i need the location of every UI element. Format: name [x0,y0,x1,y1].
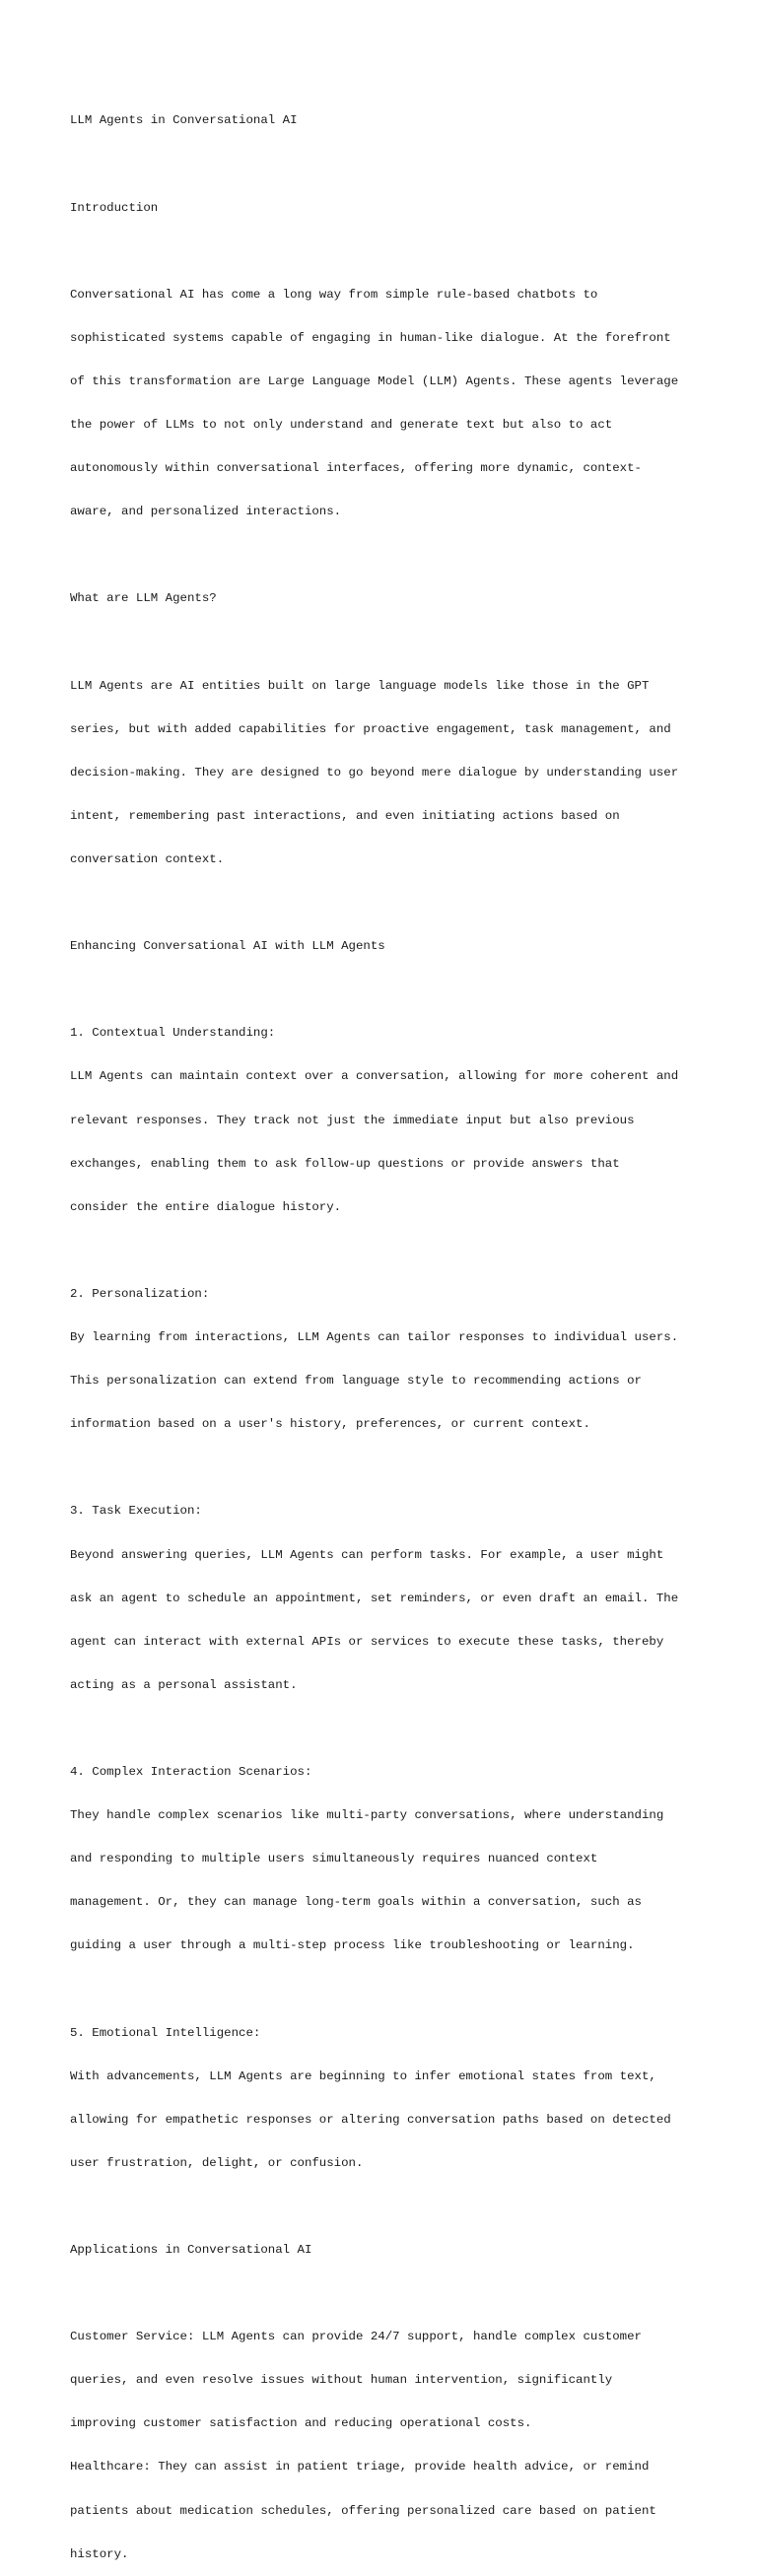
text-line: relevant responses. They track not just the immediate input but also previous [70,1113,635,1127]
text-line: decision-making. They are designed to go beyond mere dialogue by understanding user [70,765,679,780]
text-line: LLM Agents are AI entities built on large language models like those in the GPT [70,678,650,693]
blank-line [70,1722,701,1736]
text-line: intent, remembering past interactions, and even initiating actions based on [70,808,620,823]
text-line: sophisticated systems capable of engaging in human-like dialogue. At the forefront [70,330,671,345]
text-line: exchanges, enabling them to ask follow-up questions or provide answers that [70,1156,620,1171]
blank-line [70,2200,701,2214]
blank-line [70,983,701,997]
text-line: This personalization can extend from language style to recommending actions or [70,1374,642,1389]
subheading-contextual-understanding: 1. Contextual Understanding: [70,1026,276,1041]
text-line: user frustration, delight, or confusion. [70,2155,364,2170]
subheading-complex-interaction: 4. Complex Interaction Scenarios: [70,1764,312,1779]
section-heading-introduction: Introduction [70,200,159,215]
blank-line [70,548,701,563]
blank-line [70,2286,701,2301]
text-line: ask an agent to schedule an appointment, set reminders, or even draft an email. The [70,1591,679,1605]
text-line: allowing for empathetic responses or altering conversation paths based on detected [70,2112,671,2127]
document-page [70,85,701,2576]
text-line: information based on a user's history, preferences, or current context. [70,1417,590,1432]
blank-line [70,636,701,650]
text-line: patients about medication schedules, offering personalized care based on patient [70,2503,656,2518]
blank-line [70,896,701,911]
text-line: acting as a personal assistant. [70,1677,298,1692]
text-line: improving customer satisfaction and reducing operational costs. [70,2416,532,2431]
section-heading-enhancing: Enhancing Conversational AI with LLM Agents [70,939,385,954]
section-heading-applications: Applications in Conversational AI [70,2243,312,2257]
text-line: consider the entire dialogue history. [70,1199,342,1214]
text-line: conversation context. [70,852,225,866]
subheading-personalization: 2. Personalization: [70,1286,210,1301]
text-line: and responding to multiple users simultaneously requires nuanced context [70,1852,598,1866]
text-line: With advancements, LLM Agents are beginning to infer emotional states from text, [70,2068,656,2083]
text-line: aware, and personalized interactions. [70,505,342,519]
text-line: guiding a user through a multi-step process like troubleshooting or learning. [70,1938,635,1953]
blank-line [70,244,701,259]
text-line: of this transformation are Large Language Model (LLM) Agents. These agents leverage [70,373,679,388]
text-line: LLM Agents can maintain context over a conversation, allowing for more coherent and [70,1069,679,1084]
blank-line [70,1982,701,1997]
subheading-emotional-intelligence: 5. Emotional Intelligence: [70,2025,261,2040]
text-line: autonomously within conversational interfaces, offering more dynamic, context- [70,461,642,476]
blank-line [70,1244,701,1258]
text-line: the power of LLMs to not only understand and generate text but also to act [70,418,613,433]
blank-line [70,158,701,172]
text-line: By learning from interactions, LLM Agents can tailor responses to individual users. [70,1330,679,1345]
text-line: series, but with added capabilities for proactive engagement, task management, and [70,721,671,736]
section-heading-what-are-llm-agents: What are LLM Agents? [70,591,217,606]
text-line: Conversational AI has come a long way from simple rule-based chatbots to [70,287,598,302]
text-line: They handle complex scenarios like multi-party conversations, where understanding [70,1808,664,1823]
text-line: Beyond answering queries, LLM Agents can perform tasks. For example, a user might [70,1547,664,1562]
subheading-task-execution: 3. Task Execution: [70,1504,202,1519]
text-line: management. Or, they can manage long-term goals within a conversation, such as [70,1895,642,1910]
text-line: Customer Service: LLM Agents can provide 24/7 support, handle complex customer [70,2330,642,2344]
text-line: queries, and even resolve issues without human intervention, significantly [70,2373,613,2388]
text-line: history. [70,2546,129,2561]
text-line: Healthcare: They can assist in patient triage, provide health advice, or remind [70,2460,650,2474]
blank-line [70,1460,701,1475]
document-title: LLM Agents in Conversational AI [70,113,298,128]
text-line: agent can interact with external APIs or services to execute these tasks, thereby [70,1634,664,1649]
